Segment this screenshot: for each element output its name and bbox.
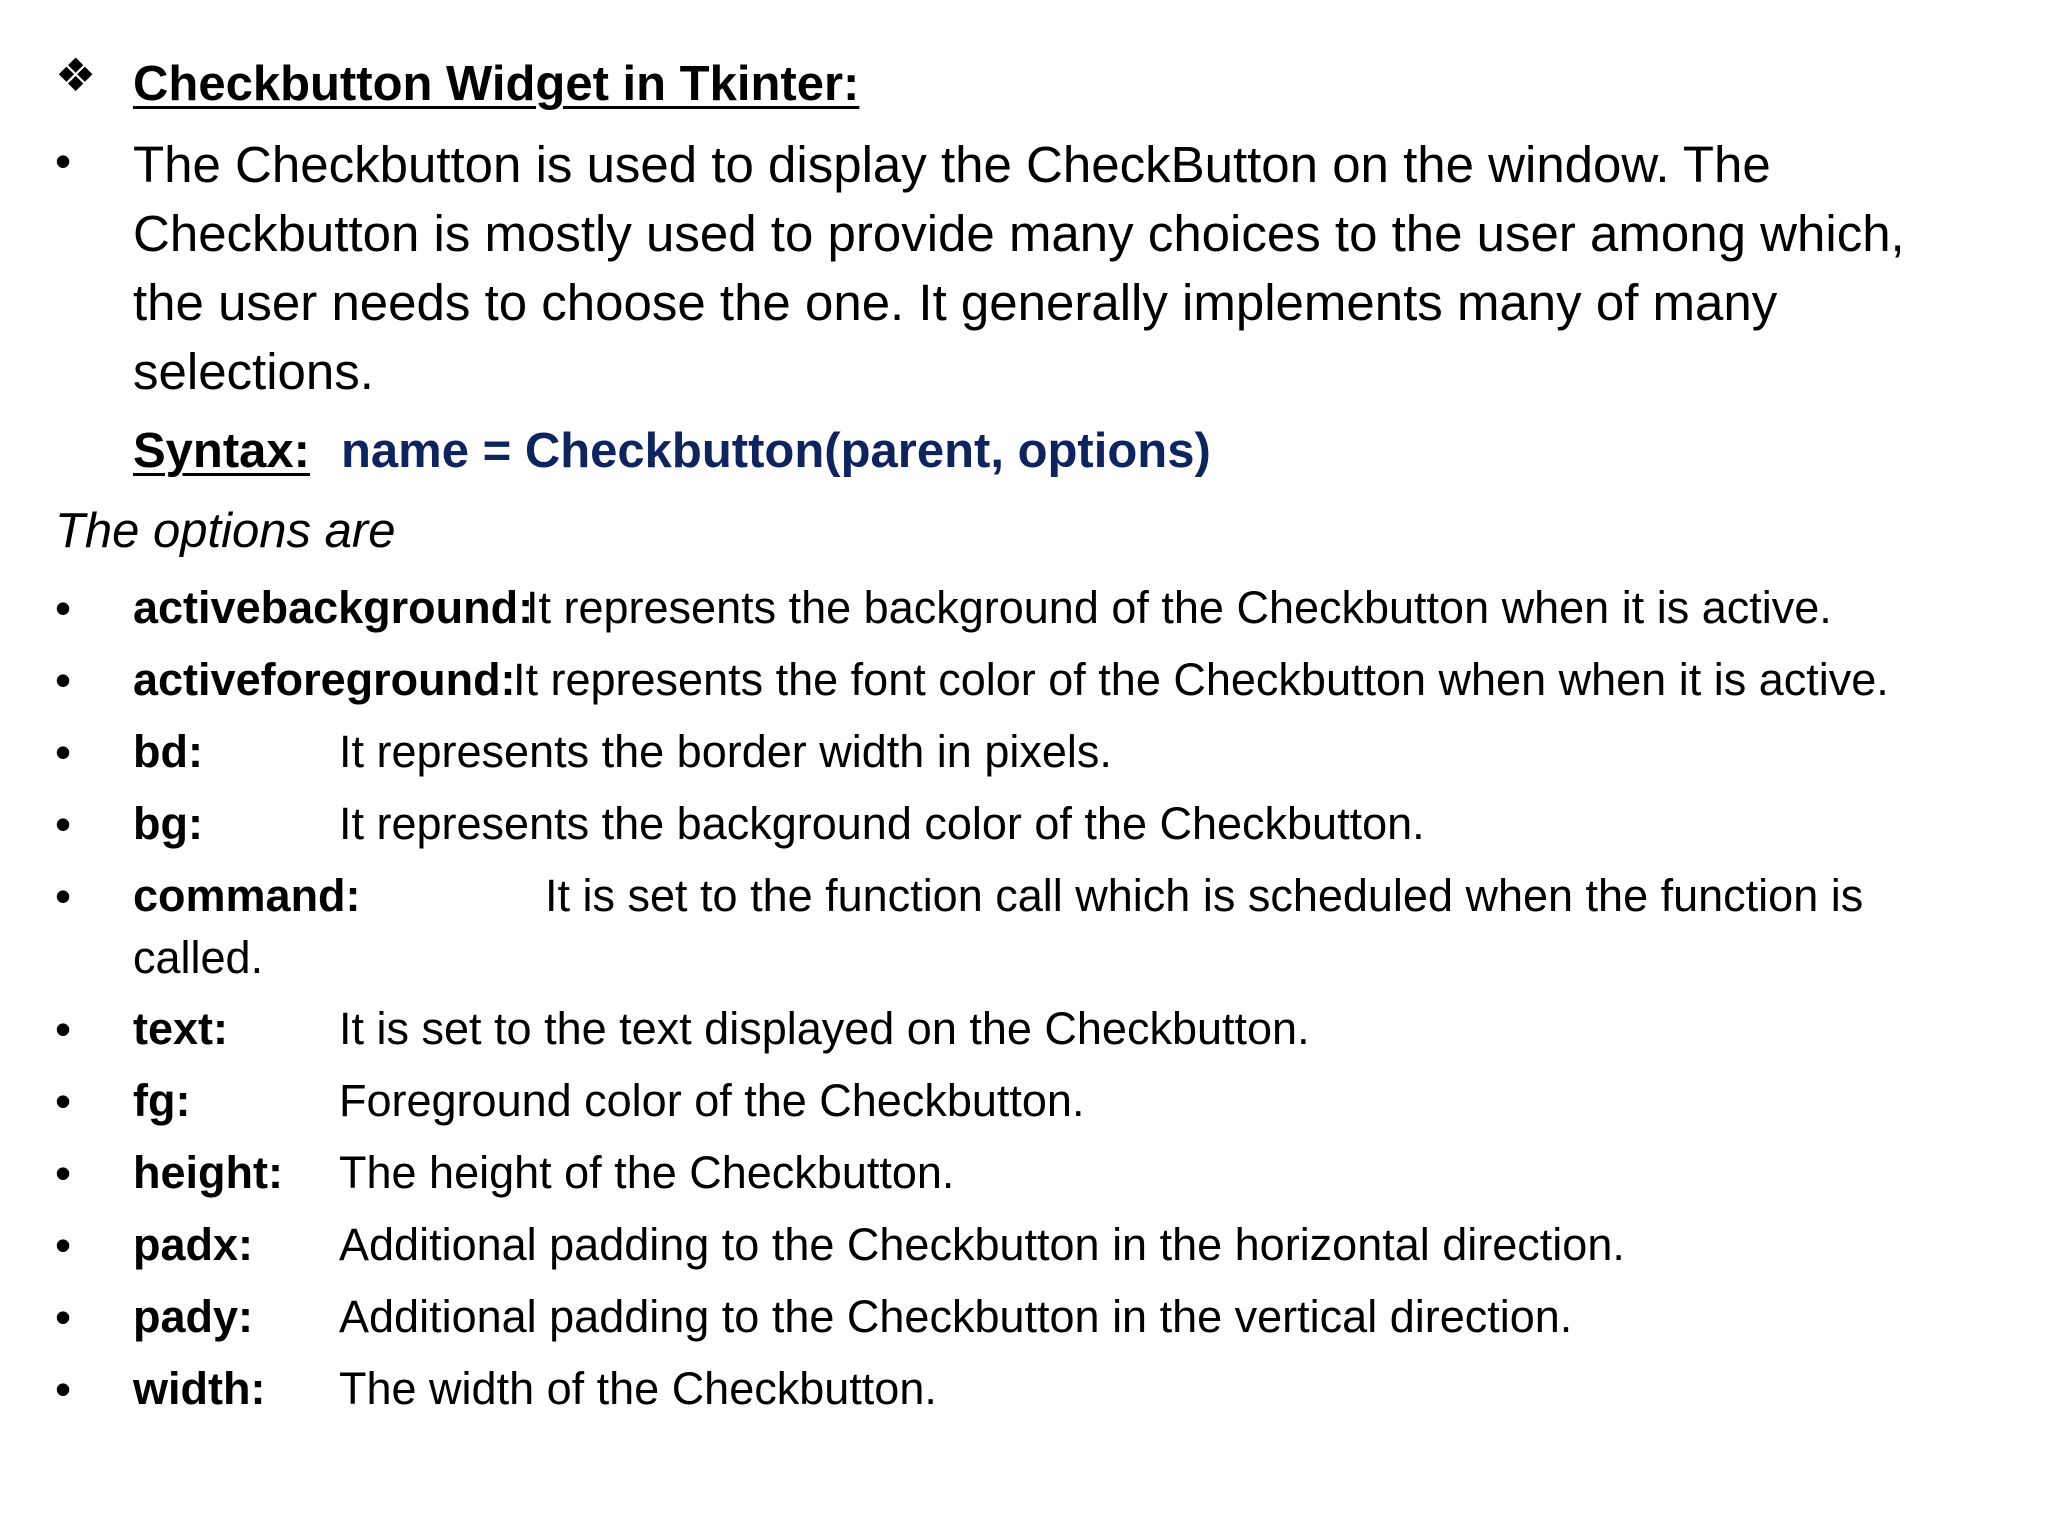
option-name: text: [133, 1003, 229, 1054]
bullet-icon: • [55, 1147, 72, 1199]
intro-line-4: selections. [133, 343, 374, 400]
option-name: width: [133, 1363, 266, 1414]
bullet-icon: • [55, 582, 72, 634]
option-desc: Additional padding to the Checkbutton in the vertical direction. [339, 1291, 1573, 1342]
intro-line-3: the user needs to choose the one. It generally implements many of many [133, 274, 1778, 331]
option-desc: The height of the Checkbutton. [339, 1147, 955, 1198]
bullet-icon: • [55, 726, 72, 778]
option-name: padx: [133, 1219, 254, 1270]
bullet-icon: • [55, 654, 72, 706]
bullet-icon: • [55, 1219, 72, 1271]
syntax-code: name = Checkbutton(parent, options) [341, 424, 1211, 478]
option-desc: It is set to the function call which is scheduled when the function is [545, 870, 1864, 921]
option-name: bd: [133, 726, 203, 777]
option-desc: It is set to the text displayed on the Checkbutton. [339, 1003, 1310, 1054]
syntax-label: Syntax: [133, 424, 311, 478]
option-desc-continued: called. [133, 932, 264, 983]
option-desc: Foreground color of the Checkbutton. [339, 1075, 1085, 1126]
intro-line-2: Checkbutton is mostly used to provide many choices to the user among which, [133, 205, 1905, 262]
option-name: activebackground: [133, 582, 534, 633]
bullet-icon: • [55, 1003, 72, 1055]
option-desc: It represents the background color of the Checkbutton. [339, 798, 1425, 849]
option-desc: The width of the Checkbutton. [339, 1363, 937, 1414]
bullet-icon: • [55, 1363, 72, 1415]
option-desc: It represents the font color of the Checkbutton when when it is active. [513, 654, 1889, 705]
option-name: height: [133, 1147, 283, 1198]
option-name: activeforeground: [133, 654, 516, 705]
option-name: command: [133, 870, 361, 921]
option-desc: It represents the background of the Checkbutton when it is active. [526, 582, 1832, 633]
bullet-icon: • [55, 1291, 72, 1343]
bullet-icon: • [55, 798, 72, 850]
options-intro: The options are [55, 504, 396, 558]
option-name: pady: [133, 1291, 254, 1342]
intro-line-1: The Checkbutton is used to display the CheckButton on the window. The [133, 136, 1771, 193]
option-desc: It represents the border width in pixels. [339, 726, 1112, 777]
bullet-icon: • [55, 135, 72, 187]
bullet-icon: • [55, 870, 72, 922]
bullet-icon: • [55, 1075, 72, 1127]
slide-title: Checkbutton Widget in Tkinter: [133, 57, 860, 111]
diamond-bullet-icon: ❖ [55, 49, 97, 101]
option-desc: Additional padding to the Checkbutton in the horizontal direction. [339, 1219, 1625, 1270]
option-name: fg: [133, 1075, 191, 1126]
option-name: bg: [133, 798, 203, 849]
